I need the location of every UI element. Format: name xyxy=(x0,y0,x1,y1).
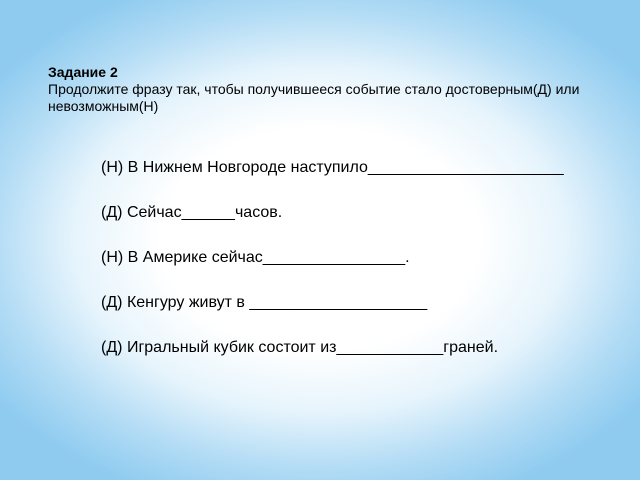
sentence-list xyxy=(101,158,631,383)
task-instruction: Продолжите фразу так, чтобы получившееся событие стало достоверным(Д) или невозможным(Н) xyxy=(48,81,580,114)
sentence-item: (Д) Сейчас______часов. xyxy=(101,204,283,221)
task-title: Задание 2 xyxy=(48,64,118,80)
sentence-item: (Н) В Америке сейчас________________. xyxy=(101,249,410,266)
task-header xyxy=(48,64,608,115)
sentence-item: (Н) В Нижнем Новгороде наступило______________________ xyxy=(101,159,564,176)
sentence-item: (Д) Кенгуру живут в ____________________ xyxy=(101,294,428,311)
sentence-item: (Д) Игральный кубик состоит из____________граней. xyxy=(101,339,499,356)
